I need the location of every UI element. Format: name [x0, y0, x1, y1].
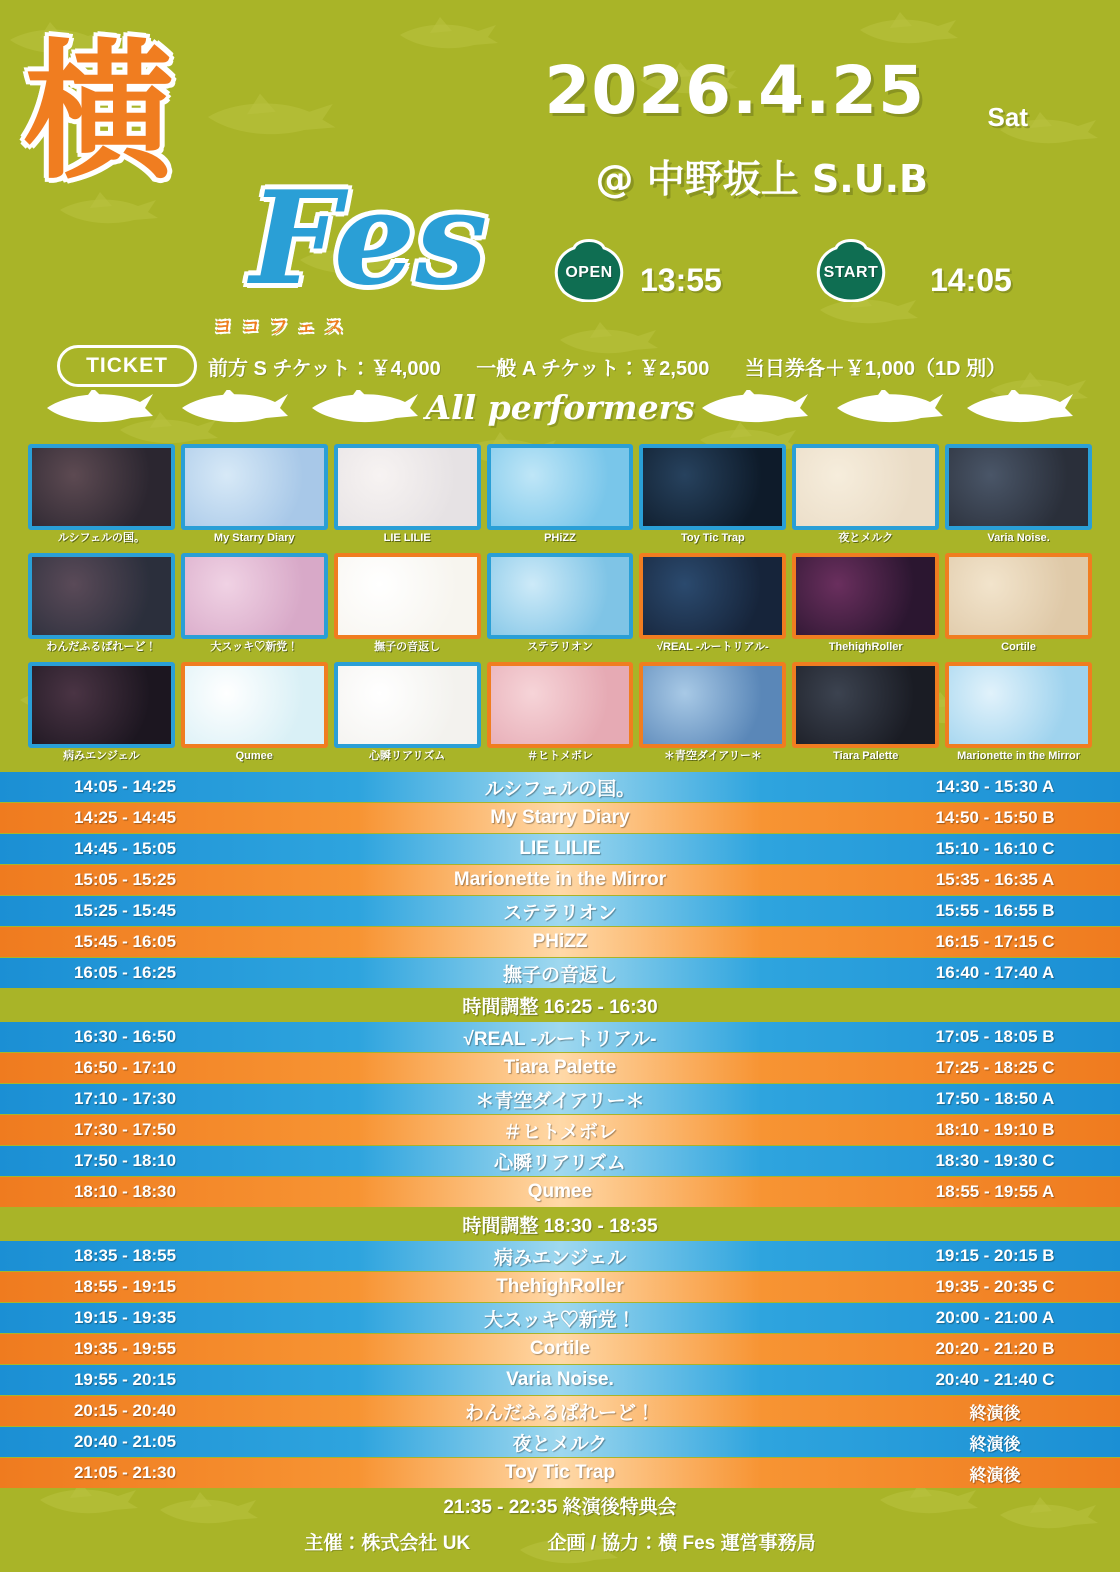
performer-name: ＃ヒトメボレ: [527, 750, 593, 762]
start-time: 14:05: [930, 262, 1012, 298]
footer-organizer: 主催：株式会社 UK: [304, 1533, 471, 1554]
start-time-tag: [810, 236, 892, 302]
performer-photo: [796, 557, 935, 635]
timetable-row: [0, 1303, 1120, 1333]
open-label: OPEN: [565, 264, 613, 281]
performer-photo: [949, 448, 1088, 526]
performer-photo-frame: [487, 444, 634, 530]
performer-name: 大スッキ♡新党！: [210, 641, 299, 653]
performer-card: [181, 444, 328, 545]
performer-card: [487, 553, 634, 654]
timetable-row: [0, 1053, 1120, 1083]
performer-card: [639, 662, 786, 763]
performer-name: PHiZZ: [544, 532, 576, 544]
timetable-live-time: 16:50 - 17:10: [73, 1058, 177, 1077]
timetable-tokuten-time: 18:30 - 19:30 C: [935, 1151, 1055, 1170]
performer-card: [334, 553, 481, 654]
timetable-row: [0, 927, 1120, 957]
timetable-break-row: [0, 1489, 1120, 1521]
timetable-row: [0, 834, 1120, 864]
timetable-act-name: ステラリオン: [503, 902, 617, 924]
performer-photo-frame: [487, 662, 634, 748]
logo-kanji: 横: [24, 26, 167, 200]
performer-photo: [491, 557, 630, 635]
timetable-live-time: 16:30 - 16:50: [73, 1027, 177, 1046]
performer-photo: [338, 448, 477, 526]
start-label: START: [823, 264, 879, 281]
timetable-row: [0, 1177, 1120, 1207]
timetable-live-time: 19:15 - 19:35: [73, 1308, 177, 1327]
open-time-tag: [548, 236, 630, 302]
timetable-act-name: Cortile: [529, 1338, 591, 1359]
performer-name: ＊青空ダイアリー＊: [663, 750, 762, 762]
performer-photo-frame: [181, 553, 328, 639]
timetable-act-name: わんだふるぱれーど！: [464, 1402, 655, 1424]
performer-name: My Starry Diary: [213, 532, 295, 544]
performer-card: [28, 553, 175, 654]
performer-photo: [796, 448, 935, 526]
event-date: 2026.4.25: [544, 52, 925, 129]
performer-photo: [185, 557, 324, 635]
timetable-act-name: Qumee: [527, 1181, 593, 1202]
performer-card: [334, 444, 481, 545]
logo-ruby-text: ヨコフェス: [214, 317, 354, 337]
ticket-price-day: 当日券各＋￥1,000（1D 別）: [744, 358, 1007, 380]
timetable-row: [0, 958, 1120, 988]
performer-photo-frame: [792, 662, 939, 748]
timetable-act-name: Varia Noise.: [506, 1369, 614, 1390]
performer-photo-frame: [28, 553, 175, 639]
timetable-row: [0, 1084, 1120, 1114]
timetable-tokuten-time: 18:10 - 19:10 B: [935, 1120, 1055, 1139]
timetable-tokuten-time: 19:35 - 20:35 C: [935, 1277, 1055, 1296]
performer-name: ルシフェルの国。: [57, 532, 146, 544]
performer-photo-frame: [28, 444, 175, 530]
performer-card: [639, 553, 786, 654]
performer-name: 夜とメルク: [838, 532, 894, 544]
performer-photo-frame: [792, 444, 939, 530]
performer-photo: [491, 448, 630, 526]
performer-photo: [32, 448, 171, 526]
performer-name: 心瞬リアリズム: [368, 750, 446, 762]
timetable-row: [0, 1022, 1120, 1052]
timetable-tokuten-time: 14:30 - 15:30 A: [935, 777, 1055, 796]
timetable-tokuten-time: 17:05 - 18:05 B: [935, 1027, 1055, 1046]
timetable-live-time: 15:45 - 16:05: [73, 932, 177, 951]
timetable-live-time: 15:25 - 15:45: [73, 901, 177, 920]
performer-photo-frame: [181, 662, 328, 748]
performer-name: 病みエンジェル: [63, 750, 140, 762]
timetable: [0, 772, 1120, 1522]
timetable-live-time: 21:05 - 21:30: [73, 1463, 177, 1482]
performer-card: [487, 662, 634, 763]
performer-card: [792, 662, 939, 763]
timetable-act-name: 病みエンジェル: [493, 1247, 627, 1269]
performer-photo: [32, 666, 171, 744]
event-day-of-week: Sat: [987, 102, 1028, 132]
performer-card: [28, 662, 175, 763]
performer-photo: [643, 666, 782, 744]
timetable-live-time: 20:15 - 20:40: [73, 1401, 177, 1420]
timetable-act-name: Marionette in the Mirror: [453, 869, 667, 890]
performer-card: [487, 444, 634, 545]
performer-card: [181, 553, 328, 654]
performer-photo-frame: [639, 553, 786, 639]
timetable-tokuten-time: 20:00 - 21:00 A: [935, 1308, 1055, 1327]
timetable-act-name: Toy Tic Trap: [504, 1462, 616, 1483]
timetable-tokuten-time: 18:55 - 19:55 A: [935, 1182, 1055, 1201]
timetable-row: [0, 772, 1120, 802]
performer-photo: [338, 557, 477, 635]
timetable-live-time: 17:10 - 17:30: [73, 1089, 177, 1108]
performer-photo-frame: [28, 662, 175, 748]
timetable-act-name: 大スッキ♡新党！: [484, 1309, 636, 1331]
logo-fes-text: Fes: [250, 164, 488, 314]
performer-name: Cortile: [1001, 641, 1036, 653]
ticket-price-a: 一般 A チケット：￥2,500: [476, 358, 710, 380]
performer-card: [639, 444, 786, 545]
timetable-act-name: My Starry Diary: [490, 807, 630, 828]
timetable-act-name: ＊青空ダイアリー＊: [475, 1090, 645, 1112]
performer-card: [181, 662, 328, 763]
performer-name: Qumee: [235, 750, 273, 762]
performer-photo: [949, 666, 1088, 744]
timetable-tokuten-time: 16:40 - 17:40 A: [935, 963, 1055, 982]
timetable-live-time: 19:55 - 20:15: [73, 1370, 177, 1389]
poster-header: [0, 0, 1120, 430]
performer-name: Marionette in the Mirror: [957, 750, 1080, 762]
open-time: 13:55: [640, 262, 722, 298]
timetable-tokuten-time: 14:50 - 15:50 B: [935, 808, 1055, 827]
performer-name: LIE LILIE: [383, 532, 431, 544]
performer-photo-frame: [945, 444, 1092, 530]
timetable-tokuten-time: 17:50 - 18:50 A: [935, 1089, 1055, 1108]
timetable-break-text: 時間調整 18:30 - 18:35: [462, 1215, 658, 1237]
performer-name: 撫子の音返し: [374, 641, 441, 653]
timetable-break-row: [0, 989, 1120, 1021]
timetable-tokuten-time: 16:15 - 17:15 C: [935, 932, 1055, 951]
timetable-break-text: 時間調整 16:25 - 16:30: [462, 996, 658, 1018]
timetable-row: [0, 1115, 1120, 1145]
performer-photo: [491, 666, 630, 744]
timetable-tokuten-time: 17:25 - 18:25 C: [935, 1058, 1055, 1077]
timetable-live-time: 14:45 - 15:05: [73, 839, 177, 858]
timetable-row: [0, 1458, 1120, 1488]
performer-photo: [185, 448, 324, 526]
timetable-tokuten-time: 20:20 - 21:20 B: [935, 1339, 1055, 1358]
timetable-row: [0, 1396, 1120, 1426]
performer-photo: [796, 666, 935, 744]
performer-photo-frame: [181, 444, 328, 530]
performer-photo-frame: [334, 662, 481, 748]
timetable-tokuten-time: 20:40 - 21:40 C: [935, 1370, 1055, 1389]
timetable-act-name: ThehighRoller: [496, 1276, 624, 1297]
timetable-tokuten-time: 15:10 - 16:10 C: [935, 839, 1055, 858]
performer-grid: [28, 444, 1092, 763]
performer-photo-frame: [639, 444, 786, 530]
timetable-act-name: 夜とメルク: [512, 1433, 608, 1455]
performer-photo: [643, 557, 782, 635]
performer-photo-frame: [639, 662, 786, 748]
poster-footer: [0, 1510, 1120, 1572]
timetable-break-text: 21:35 - 22:35 終演後特典会: [443, 1496, 677, 1518]
timetable-row: [0, 803, 1120, 833]
performer-photo: [185, 666, 324, 744]
timetable-live-time: 15:05 - 15:25: [73, 870, 177, 889]
timetable-live-time: 18:35 - 18:55: [73, 1246, 177, 1265]
timetable-act-name: ＃ヒトメボレ: [503, 1121, 617, 1143]
timetable-live-time: 17:30 - 17:50: [73, 1120, 177, 1139]
performer-photo-frame: [334, 444, 481, 530]
performer-card: [945, 662, 1092, 763]
timetable-live-time: 16:05 - 16:25: [73, 963, 177, 982]
timetable-act-name: 心瞬リアリズム: [494, 1152, 626, 1174]
timetable-act-name: LIE LILIE: [519, 838, 601, 859]
timetable-row: [0, 1334, 1120, 1364]
performer-card: [792, 553, 939, 654]
performer-photo-frame: [334, 553, 481, 639]
performer-name: √REAL -ルートリアル-: [656, 641, 769, 653]
timetable-act-name: √REAL -ルートリアル-: [463, 1028, 657, 1050]
performer-photo: [643, 448, 782, 526]
timetable-live-time: 14:05 - 14:25: [73, 777, 177, 796]
timetable-tokuten-time: 15:35 - 16:35 A: [935, 870, 1055, 889]
performer-card: [28, 444, 175, 545]
timetable-row: [0, 896, 1120, 926]
footer-planner: 企画 / 協力：横 Fes 運営事務局: [547, 1533, 816, 1554]
all-performers-heading: All performers: [425, 388, 695, 427]
ticket-price-s: 前方 S チケット：￥4,000: [208, 358, 441, 380]
performer-photo-frame: [792, 553, 939, 639]
performer-name: わんだふるぱれーど！: [46, 641, 157, 653]
performer-name: Tiara Palette: [833, 750, 899, 762]
timetable-live-time: 14:25 - 14:45: [73, 808, 177, 827]
ticket-badge: TICKET: [57, 345, 197, 387]
timetable-live-time: 17:50 - 18:10: [73, 1151, 177, 1170]
timetable-row: [0, 1241, 1120, 1271]
performer-photo-frame: [945, 662, 1092, 748]
timetable-act-name: PHiZZ: [532, 931, 588, 952]
performer-name: ステラリオン: [527, 641, 593, 653]
timetable-row: [0, 1427, 1120, 1457]
timetable-live-time: 18:55 - 19:15: [73, 1277, 177, 1296]
timetable-live-time: 18:10 - 18:30: [73, 1182, 177, 1201]
performer-photo-frame: [487, 553, 634, 639]
timetable-tokuten-time: 15:55 - 16:55 B: [935, 901, 1055, 920]
performer-card: [334, 662, 481, 763]
timetable-break-row: [0, 1208, 1120, 1240]
timetable-act-name: ルシフェルの国。: [484, 778, 636, 800]
timetable-tokuten-time: 終演後: [969, 1465, 1021, 1485]
timetable-act-name: 撫子の音返し: [502, 964, 617, 986]
ticket-prices: [208, 352, 1036, 381]
timetable-row: [0, 1146, 1120, 1176]
performer-card: [792, 444, 939, 545]
timetable-tokuten-time: 19:15 - 20:15 B: [935, 1246, 1055, 1265]
timetable-tokuten-time: 終演後: [969, 1434, 1021, 1454]
performer-photo: [338, 666, 477, 744]
performer-name: Toy Tic Trap: [680, 532, 745, 544]
timetable-tokuten-time: 終演後: [969, 1403, 1021, 1423]
timetable-act-name: Tiara Palette: [503, 1057, 617, 1078]
timetable-live-time: 19:35 - 19:55: [73, 1339, 177, 1358]
performer-card: [945, 553, 1092, 654]
timetable-live-time: 20:40 - 21:05: [73, 1432, 177, 1451]
event-venue: @ 中野坂上 S.U.B: [595, 157, 928, 201]
performer-photo-frame: [945, 553, 1092, 639]
performer-name: Varia Noise.: [987, 532, 1050, 544]
timetable-row: [0, 1365, 1120, 1395]
performer-photo: [32, 557, 171, 635]
timetable-row: [0, 865, 1120, 895]
performer-name: ThehighRoller: [828, 641, 903, 653]
performer-photo: [949, 557, 1088, 635]
timetable-row: [0, 1272, 1120, 1302]
performer-card: [945, 444, 1092, 545]
